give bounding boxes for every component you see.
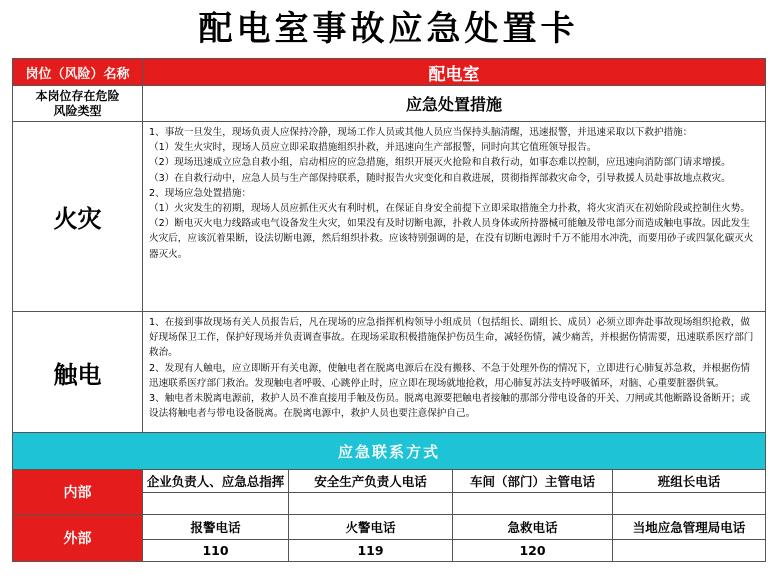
police-number: 110 <box>143 540 289 562</box>
local-emergency-number <box>613 540 766 562</box>
ambulance-number: 120 <box>453 540 613 562</box>
contact-header: 车间（部门）主管电话 <box>453 470 613 493</box>
fire-number: 119 <box>289 540 453 562</box>
contact-header: 当地应急管理局电话 <box>613 515 766 540</box>
contact-value-empty <box>289 493 453 515</box>
risk-fire-measures <box>143 122 766 312</box>
contact-value-empty <box>613 493 766 515</box>
electric-line: 3、触电者未脱离电源前，救护人员不准直接用手触及伤员。脱离电源要把触电者接触的那部分带电设备的开关、刀闸或其他断路设备断开；或设法将触电者与带电设备脱离。在脱离电源中，救护人员也要注意保护自己。 <box>149 393 750 420</box>
fire-line: （3）在自救行动中，应急人员与生产部保持联系，随时报告火灾变化和自救进展，贯彻指挥部救灾命令，引导救援人员赴事故地点救灾。 <box>149 172 731 184</box>
contact-header: 急救电话 <box>453 515 613 540</box>
fire-line: 2、现场应急处置措施： <box>149 187 252 199</box>
risk-electric-measures <box>143 312 766 433</box>
fire-line: （1）发生火灾时，现场人员应立即采取措施组织扑救，并迅速向生产部报警，同时向其它值班领导报告。 <box>149 142 597 154</box>
contact-header: 报警电话 <box>143 515 289 540</box>
fire-line: （1）火灾发生的初期，现场人员应抓住灭火有利时机，在保证自身安全前提下立即采取措施全力扑救，将火灾消灭在初始阶段或控制住火势。 <box>149 203 750 215</box>
card-title: 配电室事故应急处置卡 <box>198 9 579 49</box>
risk-electric-name: 触电 <box>13 312 143 433</box>
contact-header: 安全生产负责人电话 <box>289 470 453 493</box>
position-label: 岗位（风险）名称 <box>13 59 143 86</box>
contact-value-empty <box>453 493 613 515</box>
measures-label: 应急处置措施 <box>143 86 766 122</box>
external-label: 外部 <box>13 515 143 562</box>
position-value: 配电室 <box>143 59 766 86</box>
contact-header: 班组长电话 <box>613 470 766 493</box>
contact-value-empty <box>143 493 289 515</box>
electric-line: 1、在接到事故现场有关人员报告后，凡在现场的应急指挥机构领导小组成员（包括组长、副组长、成员）必须立即奔赴事故现场组织抢救，做好现场保卫工作，保护好现场并负责调查事故。在现场采取积极措施保护伤员生命，减轻伤情，减少痛苦，并根据伤情需要，迅速联系医疗部门救治。 <box>149 317 754 359</box>
contact-header: 火警电话 <box>289 515 453 540</box>
fire-line: （2）现场迅速成立应急自救小组，启动相应的应急措施，组织开展灭火抢险和自救行动，如事态难以控制，应迅速向消防部门请求增援。 <box>149 157 731 169</box>
contact-header: 企业负责人、应急总指挥 <box>143 470 289 493</box>
risk-fire-name: 火灾 <box>13 122 143 312</box>
electric-line: 2、发现有人触电，应立即断开有关电源，使触电者在脱离电源后在没有搬移、不急于处理外伤的情况下，立即进行心肺复苏急救，并根据伤情迅速联系医疗部门救治。发现触电者呼吸、心跳停止时，应立即在现场就地抢救，用心肺复苏法支持呼吸循环，对脑、心重要脏器供氧。 <box>149 362 750 389</box>
internal-label: 内部 <box>13 470 143 515</box>
fire-line: 1、事故一旦发生，现场负责人应保持冷静，现场工作人员或其他人员应当保持头脑清醒，迅速报警，并迅速采取以下救护措施： <box>149 127 693 138</box>
risk-type-label: 本岗位存在危险风险类型 <box>13 86 143 122</box>
fire-line: （2）断电灭火电力线路或电气设备发生火灾，如果没有及时切断电源，扑救人员身体或所持器械可能触及带电部分而造成触电事故。因此发生火灾后，应该沉着果断，设法切断电源，然后组织扑救。应该特别强调的是，在没有切断电源时千万不能用水冲洗，而要用砂子或四氯化碳灭火器灭火。 <box>149 218 754 260</box>
contacts-title: 应急联系方式 <box>13 433 766 470</box>
emergency-card-table <box>12 58 766 562</box>
